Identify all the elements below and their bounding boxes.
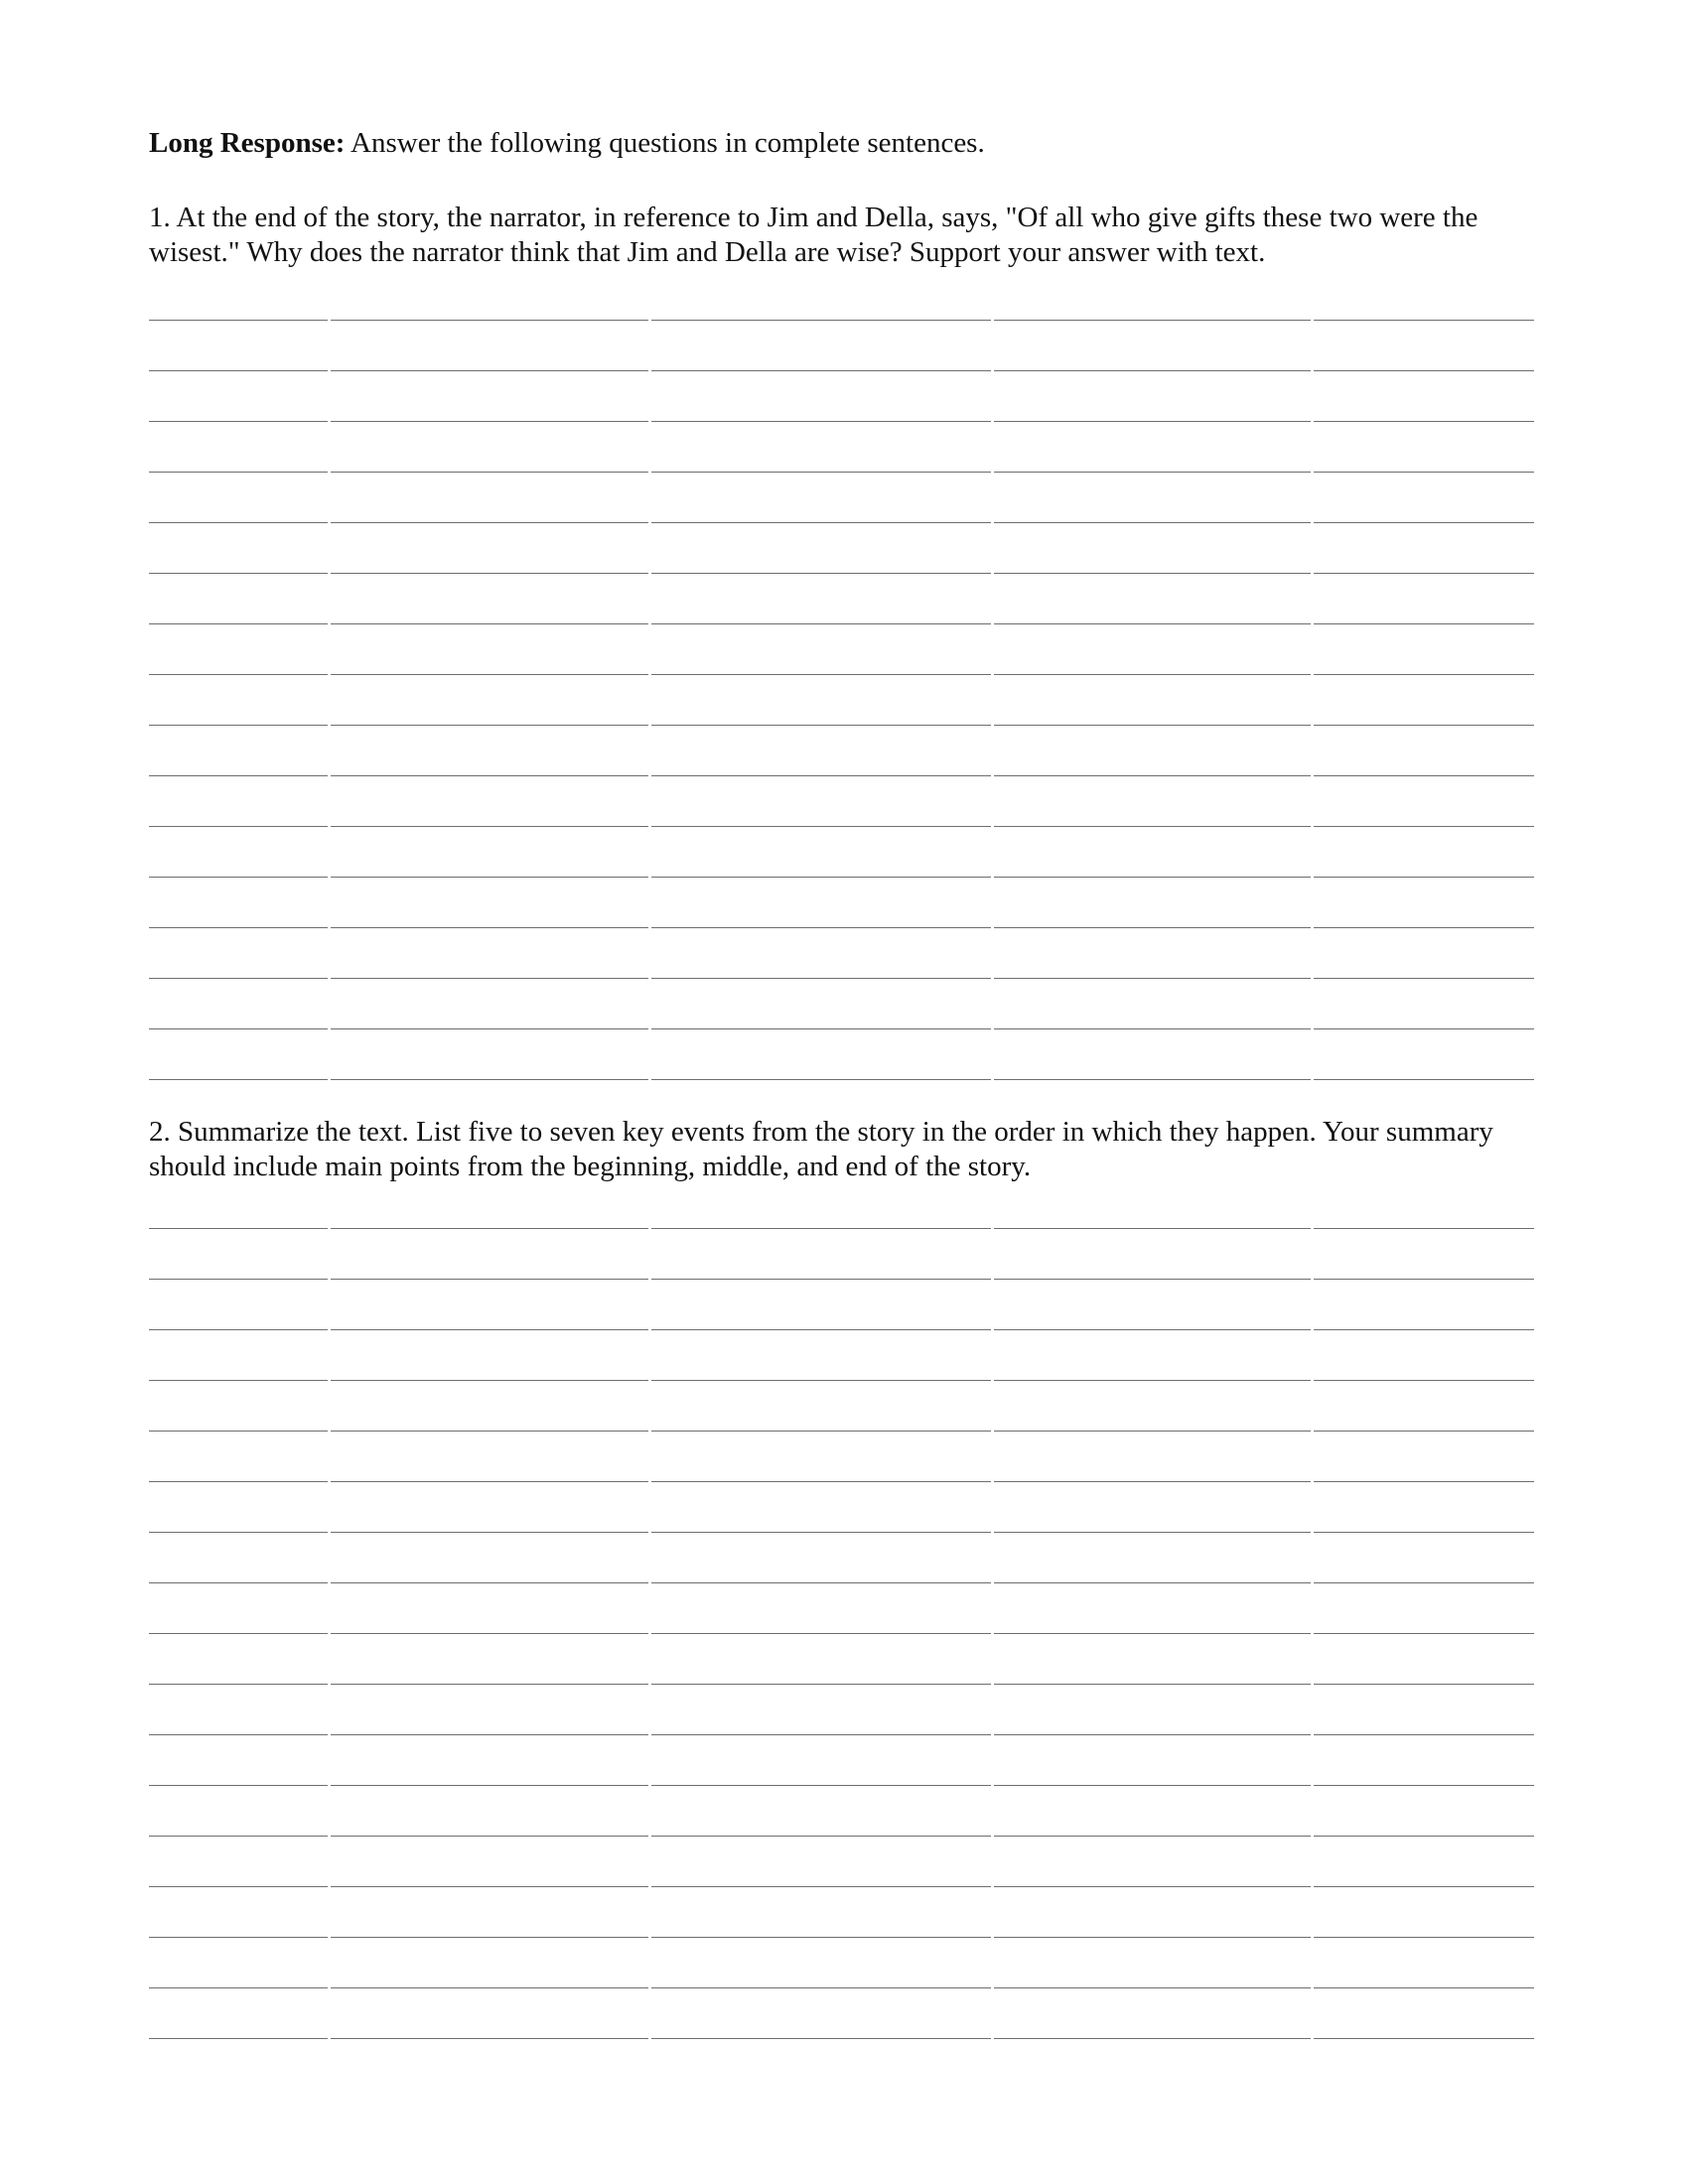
line-segment-gap bbox=[991, 1785, 994, 1787]
line-segment-gap bbox=[328, 1532, 331, 1534]
line-segment-gap bbox=[648, 1329, 651, 1331]
line-segment-gap bbox=[328, 674, 331, 676]
answer-line[interactable] bbox=[149, 1633, 1534, 1634]
line-segment-gap bbox=[328, 320, 331, 322]
line-segment-gap bbox=[328, 623, 331, 625]
line-segment-gap bbox=[648, 877, 651, 879]
line-segment-gap bbox=[991, 1532, 994, 1534]
line-segment-gap bbox=[1311, 1532, 1314, 1534]
line-segment-gap bbox=[648, 1886, 651, 1888]
line-segment-gap bbox=[328, 2038, 331, 2040]
line-segment-gap bbox=[991, 775, 994, 777]
line-segment-gap bbox=[991, 674, 994, 676]
line-segment-gap bbox=[648, 978, 651, 980]
answer-line[interactable] bbox=[149, 1028, 1534, 1029]
answer-line[interactable] bbox=[149, 1329, 1534, 1330]
answer-line[interactable] bbox=[149, 1734, 1534, 1735]
line-segment-gap bbox=[1311, 1633, 1314, 1635]
line-segment-gap bbox=[991, 826, 994, 828]
line-segment-gap bbox=[1311, 877, 1314, 879]
line-segment-gap bbox=[991, 370, 994, 372]
line-segment-gap bbox=[1311, 1431, 1314, 1433]
line-segment-gap bbox=[328, 725, 331, 727]
line-segment-gap bbox=[648, 623, 651, 625]
line-segment-gap bbox=[328, 927, 331, 929]
line-segment-gap bbox=[648, 1734, 651, 1736]
instructions bbox=[149, 123, 1539, 163]
question-2: 2. Summarize the text. List five to seven key events from the story in the order in which they happen. Your summary should include main points from the beginning, middle, and end of the story. bbox=[149, 1116, 1493, 1182]
line-segment-gap bbox=[648, 1279, 651, 1281]
line-segment-gap bbox=[648, 472, 651, 474]
line-segment-gap bbox=[648, 1028, 651, 1030]
line-segment-gap bbox=[328, 1987, 331, 1989]
line-segment-gap bbox=[328, 573, 331, 575]
line-segment-gap bbox=[328, 1836, 331, 1838]
line-segment-gap bbox=[648, 1633, 651, 1635]
line-segment-gap bbox=[328, 978, 331, 980]
line-segment-gap bbox=[1311, 978, 1314, 980]
line-segment-gap bbox=[1311, 1937, 1314, 1939]
line-segment-gap bbox=[1311, 1380, 1314, 1382]
line-segment-gap bbox=[1311, 1785, 1314, 1787]
line-segment-gap bbox=[648, 522, 651, 524]
answer-line[interactable] bbox=[149, 978, 1534, 979]
answer-line[interactable] bbox=[149, 2038, 1534, 2039]
line-segment-gap bbox=[648, 1785, 651, 1787]
line-segment-gap bbox=[648, 320, 651, 322]
instructions-text: Answer the following questions in complete sentences. bbox=[345, 127, 985, 159]
line-segment-gap bbox=[1311, 1836, 1314, 1838]
instructions-label: Long Response: bbox=[149, 127, 346, 159]
line-segment-gap bbox=[648, 1987, 651, 1989]
line-segment-gap bbox=[991, 1836, 994, 1838]
answer-line[interactable] bbox=[149, 1785, 1534, 1786]
line-segment-gap bbox=[648, 1937, 651, 1939]
answer-line[interactable] bbox=[149, 1987, 1534, 1988]
answer-line[interactable] bbox=[149, 927, 1534, 928]
line-segment-gap bbox=[1311, 2038, 1314, 2040]
line-segment-gap bbox=[648, 1532, 651, 1534]
answer-line[interactable] bbox=[149, 522, 1534, 523]
line-segment-gap bbox=[648, 1481, 651, 1483]
line-segment-gap bbox=[328, 1785, 331, 1787]
line-segment-gap bbox=[991, 1431, 994, 1433]
line-segment-gap bbox=[991, 1228, 994, 1230]
answer-line[interactable] bbox=[149, 1431, 1534, 1432]
line-segment-gap bbox=[1311, 1987, 1314, 1989]
answer-line[interactable] bbox=[149, 674, 1534, 675]
answer-line[interactable] bbox=[149, 320, 1534, 321]
line-segment-gap bbox=[991, 1734, 994, 1736]
line-segment-gap bbox=[328, 877, 331, 879]
answer-line[interactable] bbox=[149, 1228, 1534, 1229]
line-segment-gap bbox=[1311, 1684, 1314, 1686]
line-segment-gap bbox=[328, 1079, 331, 1081]
line-segment-gap bbox=[1311, 1734, 1314, 1736]
answer-line[interactable] bbox=[149, 1582, 1534, 1583]
line-segment-gap bbox=[991, 421, 994, 423]
answer-line[interactable] bbox=[149, 1886, 1534, 1887]
line-segment-gap bbox=[328, 1937, 331, 1939]
line-segment-gap bbox=[328, 1279, 331, 1281]
line-segment-gap bbox=[648, 1684, 651, 1686]
line-segment-gap bbox=[1311, 1228, 1314, 1230]
line-segment-gap bbox=[991, 522, 994, 524]
line-segment-gap bbox=[648, 370, 651, 372]
answer-line[interactable] bbox=[149, 1684, 1534, 1685]
line-segment-gap bbox=[328, 1734, 331, 1736]
answer-line[interactable] bbox=[149, 1532, 1534, 1533]
line-segment-gap bbox=[328, 1582, 331, 1584]
answer-line[interactable] bbox=[149, 623, 1534, 624]
answer-line[interactable] bbox=[149, 1481, 1534, 1482]
line-segment-gap bbox=[328, 1329, 331, 1331]
answer-line[interactable] bbox=[149, 370, 1534, 371]
line-segment-gap bbox=[648, 1582, 651, 1584]
line-segment-gap bbox=[1311, 1582, 1314, 1584]
line-segment-gap bbox=[648, 1836, 651, 1838]
line-segment-gap bbox=[1311, 1079, 1314, 1081]
line-segment-gap bbox=[1311, 927, 1314, 929]
line-segment-gap bbox=[1311, 370, 1314, 372]
line-segment-gap bbox=[1311, 674, 1314, 676]
answer-line[interactable] bbox=[149, 1380, 1534, 1381]
line-segment-gap bbox=[1311, 1279, 1314, 1281]
line-segment-gap bbox=[328, 775, 331, 777]
line-segment-gap bbox=[1311, 320, 1314, 322]
line-segment-gap bbox=[991, 725, 994, 727]
line-segment-gap bbox=[1311, 775, 1314, 777]
line-segment-gap bbox=[1311, 826, 1314, 828]
line-segment-gap bbox=[648, 573, 651, 575]
line-segment-gap bbox=[328, 1633, 331, 1635]
line-segment-gap bbox=[648, 1380, 651, 1382]
line-segment-gap bbox=[991, 877, 994, 879]
answer-line[interactable] bbox=[149, 1836, 1534, 1837]
line-segment-gap bbox=[991, 1937, 994, 1939]
line-segment-gap bbox=[328, 421, 331, 423]
answer-line[interactable] bbox=[149, 472, 1534, 473]
answer-line[interactable] bbox=[149, 1079, 1534, 1080]
line-segment-gap bbox=[648, 1431, 651, 1433]
line-segment-gap bbox=[328, 826, 331, 828]
line-segment-gap bbox=[648, 1228, 651, 1230]
line-segment-gap bbox=[991, 1028, 994, 1030]
answer-line[interactable] bbox=[149, 573, 1534, 574]
line-segment-gap bbox=[1311, 1886, 1314, 1888]
line-segment-gap bbox=[1311, 573, 1314, 575]
line-segment-gap bbox=[991, 320, 994, 322]
line-segment-gap bbox=[1311, 623, 1314, 625]
line-segment-gap bbox=[648, 421, 651, 423]
line-segment-gap bbox=[328, 1431, 331, 1433]
line-segment-gap bbox=[648, 1079, 651, 1081]
line-segment-gap bbox=[991, 927, 994, 929]
line-segment-gap bbox=[1311, 1329, 1314, 1331]
line-segment-gap bbox=[991, 1481, 994, 1483]
line-segment-gap bbox=[991, 1987, 994, 1989]
question-1: 1. At the end of the story, the narrator, in reference to Jim and Della, says, "Of all who give gifts these two were the wisest." Why does the narrator think that Jim and Della are wise? Support your answer with text. bbox=[149, 202, 1478, 268]
line-segment-gap bbox=[328, 1684, 331, 1686]
line-segment-gap bbox=[991, 2038, 994, 2040]
line-segment-gap bbox=[648, 674, 651, 676]
line-segment-gap bbox=[1311, 421, 1314, 423]
line-segment-gap bbox=[991, 1279, 994, 1281]
answer-line[interactable] bbox=[149, 421, 1534, 422]
line-segment-gap bbox=[991, 1633, 994, 1635]
answer-line[interactable] bbox=[149, 725, 1534, 726]
line-segment-gap bbox=[991, 1329, 994, 1331]
line-segment-gap bbox=[991, 573, 994, 575]
line-segment-gap bbox=[991, 1886, 994, 1888]
line-segment-gap bbox=[991, 1582, 994, 1584]
line-segment-gap bbox=[991, 1684, 994, 1686]
answer-line[interactable] bbox=[149, 1279, 1534, 1280]
line-segment-gap bbox=[328, 1228, 331, 1230]
line-segment-gap bbox=[991, 472, 994, 474]
answer-line[interactable] bbox=[149, 826, 1534, 827]
answer-line[interactable] bbox=[149, 775, 1534, 776]
line-segment-gap bbox=[648, 2038, 651, 2040]
line-segment-gap bbox=[328, 472, 331, 474]
line-segment-gap bbox=[1311, 1481, 1314, 1483]
line-segment-gap bbox=[648, 927, 651, 929]
line-segment-gap bbox=[1311, 725, 1314, 727]
line-segment-gap bbox=[328, 1028, 331, 1030]
line-segment-gap bbox=[328, 1481, 331, 1483]
line-segment-gap bbox=[1311, 1028, 1314, 1030]
line-segment-gap bbox=[1311, 472, 1314, 474]
line-segment-gap bbox=[991, 1079, 994, 1081]
line-segment-gap bbox=[328, 370, 331, 372]
line-segment-gap bbox=[991, 1380, 994, 1382]
line-segment-gap bbox=[328, 1886, 331, 1888]
answer-line[interactable] bbox=[149, 877, 1534, 878]
line-segment-gap bbox=[328, 522, 331, 524]
answer-line[interactable] bbox=[149, 1937, 1534, 1938]
line-segment-gap bbox=[991, 623, 994, 625]
line-segment-gap bbox=[648, 826, 651, 828]
line-segment-gap bbox=[1311, 522, 1314, 524]
line-segment-gap bbox=[328, 1380, 331, 1382]
line-segment-gap bbox=[648, 725, 651, 727]
line-segment-gap bbox=[991, 978, 994, 980]
line-segment-gap bbox=[648, 775, 651, 777]
